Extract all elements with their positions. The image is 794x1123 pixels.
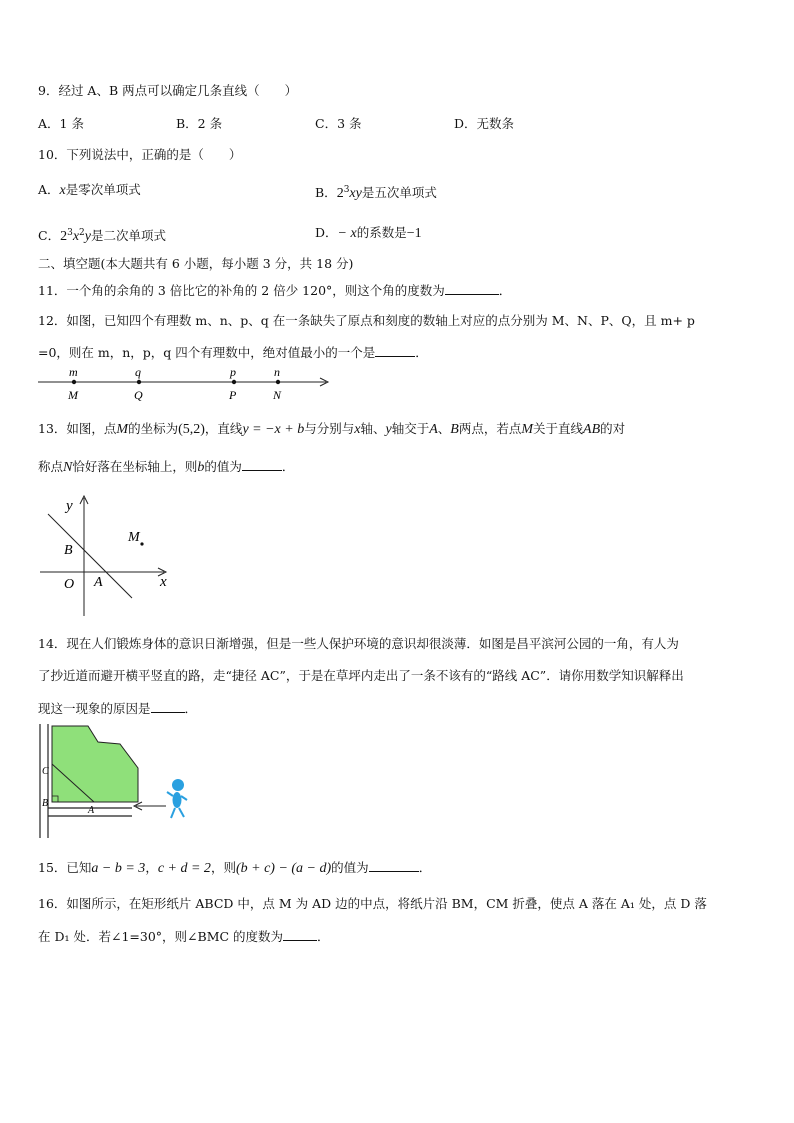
person-head (172, 779, 184, 791)
label-b: B (64, 543, 73, 558)
q16-line1: 16．如图所示，在矩形纸片 ABCD 中，点 M 为 AD 边的中点，将纸片沿 BM，CM 折叠，使点 A 落在 A₁ 处，点 D 落 (38, 896, 707, 911)
math: x (59, 183, 66, 198)
q10-text: 10．下列说法中，正确的是（ ） (38, 147, 242, 162)
q12-line2: =0，则在 m，n，p，q 四个有理数中，绝对值最小的一个是 ． (38, 345, 428, 360)
label-a: A (88, 805, 95, 816)
point-q (137, 380, 141, 384)
t: 关于直线 (533, 421, 584, 436)
label-M: M (68, 388, 78, 402)
label: C． (38, 228, 61, 244)
q15-text: 15．已知a − b = 3，c + d = 2，则(b + c) − (a − d)的值为 ． (38, 860, 432, 876)
q16-body: 在 D₁ 处．若∠1=30°，则∠BMC 的度数为 (38, 929, 284, 944)
m2: M (521, 422, 534, 437)
point-n (276, 380, 280, 384)
person-body (173, 792, 182, 808)
t: 15．已知 (38, 860, 92, 875)
t: 13．如图，点 (38, 421, 117, 436)
t: 、 (437, 421, 451, 436)
number-line-figure (36, 364, 336, 404)
t: 两点，若点 (458, 421, 522, 436)
answer-blank (369, 859, 419, 872)
expr1: a − b = 3 (91, 861, 146, 876)
math-var2: y (84, 229, 91, 245)
y-axis: y (385, 422, 392, 437)
t: 的坐标为 (128, 421, 179, 436)
q14-line1: 14．现在人们锻炼身体的意识日渐增强，但是一些人保护环境的意识却很淡薄．如图是昌平滨河公园的一角，有人为 (38, 636, 679, 651)
q14-body: 现这一现象的原因是 (38, 701, 151, 716)
label-c: C (42, 766, 49, 777)
person-arm (167, 792, 173, 796)
math-coef: 2 (336, 186, 344, 202)
line-ab (48, 514, 132, 598)
expr3: (b + c) − (a − d) (235, 861, 332, 876)
answer-blank (445, 282, 499, 295)
label-P: P (229, 388, 237, 402)
q14-line3: 现这一现象的原因是 ． (38, 701, 198, 716)
q10-option-d (315, 225, 422, 242)
q10-option-b (315, 182, 437, 202)
t: 轴、 (360, 421, 386, 436)
bvar: b (197, 460, 205, 475)
label-o: O (64, 577, 75, 592)
label: A． (38, 182, 60, 197)
q13-line2: 称点N恰好落在坐标轴上，则b的值为 ． (38, 459, 295, 475)
t: 的对 (600, 421, 626, 436)
t: ， (145, 860, 158, 875)
t: ，直线 (204, 421, 243, 436)
math-exp2: 2 (79, 228, 85, 238)
label-m: M (128, 530, 140, 545)
q10-option-c (38, 225, 166, 245)
answer-blank (375, 344, 415, 357)
t: ，则 (210, 860, 236, 875)
q9-text: 9．经过 A、B 两点可以确定几条直线（ ） (38, 83, 298, 98)
b: B (450, 422, 459, 437)
q13-line1 (38, 421, 625, 438)
point-m (140, 542, 143, 545)
math-exp: 3 (343, 185, 350, 195)
person-leg (179, 808, 184, 817)
text: 是零次单项式 (65, 182, 141, 197)
label-p: p (230, 365, 236, 379)
equation: y = −x + b (242, 422, 305, 437)
label-a: A (94, 575, 103, 590)
coord: (5,2) (178, 422, 205, 437)
q11-text: 11．一个角的余角的 3 倍比它的补角的 2 倍少 120°，则这个角的度数为 ． (38, 283, 512, 298)
label-b: B (42, 798, 49, 809)
q12-body: =0，则在 m，n，p，q 四个有理数中，绝对值最小的一个是 (38, 345, 376, 360)
t: 的值为 (331, 860, 369, 875)
expr2: c + d = 2 (157, 861, 211, 876)
text: 是二次单项式 (90, 228, 166, 244)
q9-option-a: A．1 条 (38, 116, 84, 131)
n: N (63, 460, 73, 475)
coordinate-figure (36, 492, 176, 620)
point-m (72, 380, 76, 384)
answer-blank (283, 928, 317, 941)
t: 恰好落在坐标轴上，则 (72, 459, 198, 474)
q9-option-c: C．3 条 (315, 116, 362, 131)
math-var: xy (349, 186, 362, 202)
q9-option-d: D．无数条 (454, 116, 515, 131)
point-p (232, 380, 236, 384)
q9-option-b: B．2 条 (176, 116, 223, 131)
park-figure (36, 722, 196, 840)
answer-blank (242, 458, 282, 471)
person-arm (181, 796, 187, 800)
q12-line1: 12．如图，已知四个有理数 m、n、p、q 在一条缺失了原点和刻度的数轴上对应的点分别为 M、N、P、Q，且 m+ p (38, 313, 695, 328)
label: B． (315, 185, 337, 201)
q11-body: 11．一个角的余角的 3 倍比它的补角的 2 倍少 120°，则这个角的度数为 (38, 283, 445, 298)
t: 的值为 (204, 459, 242, 474)
q16-line2: 在 D₁ 处．若∠1=30°，则∠BMC 的度数为 ． (38, 929, 330, 944)
q10-option-a (38, 182, 141, 199)
math-var: − x (337, 226, 357, 241)
label-m: m (69, 365, 78, 379)
t: 与分别与 (304, 421, 355, 436)
walking-person-icon (167, 779, 187, 818)
label: D． (315, 225, 338, 240)
a: A (429, 422, 438, 437)
lawn (52, 726, 138, 802)
x-axis: x (354, 422, 361, 437)
q14-line2: 了抄近道而避开横平竖直的路，走“捷径 AC”，于是在草坪内走出了一条不该有的“路线 AC”．请你用数学知识解释出 (38, 668, 684, 683)
label-Q: Q (134, 388, 143, 402)
label-q: q (135, 365, 141, 379)
label-x: x (160, 574, 167, 590)
m: M (116, 422, 129, 437)
section-heading: 二、填空题(本大题共有 6 小题，每小题 3 分，共 18 分) (38, 256, 354, 271)
label-n: n (274, 365, 280, 379)
label-N: N (273, 388, 282, 402)
t: 轴交于 (391, 421, 430, 436)
text: 的系数是 (356, 225, 407, 240)
ab: AB (583, 422, 601, 437)
person-leg (171, 808, 175, 818)
math-coef: 2 (60, 229, 68, 245)
t: 称点 (38, 459, 64, 474)
math-var: x (72, 229, 80, 245)
text: 是五次单项式 (361, 185, 437, 201)
label-y: y (66, 498, 73, 514)
answer-blank (151, 700, 185, 713)
math-exp: 3 (67, 228, 73, 238)
math-value: −1 (406, 226, 422, 241)
